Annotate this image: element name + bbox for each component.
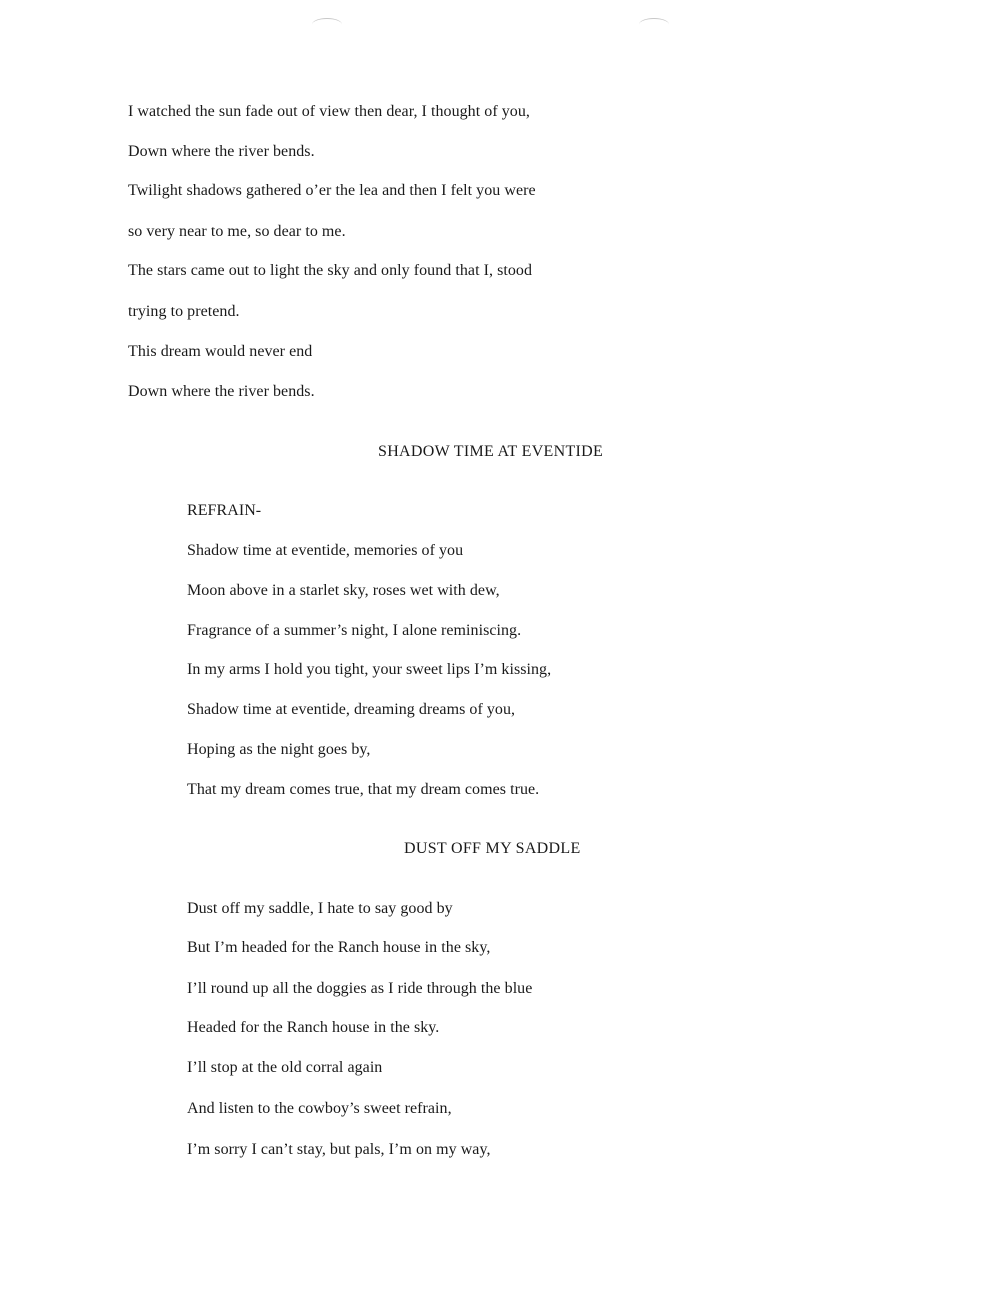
verse-line: This dream would never end: [128, 343, 313, 360]
punch-hole-mark-left: [312, 18, 342, 31]
song-line: Dust off my saddle, I hate to say good by: [187, 900, 453, 917]
song-line: And listen to the cowboy’s sweet refrain,: [187, 1100, 452, 1117]
song-line: But I’m headed for the Ranch house in the sky,: [187, 939, 491, 956]
verse-line: Down where the river bends.: [128, 143, 315, 160]
refrain-line: In my arms I hold you tight, your sweet lips I’m kissing,: [187, 661, 552, 678]
song-line: I’m sorry I can’t stay, but pals, I’m on my way,: [187, 1141, 491, 1158]
refrain-line: Fragrance of a summer’s night, I alone reminiscing.: [187, 622, 522, 639]
refrain-line: Moon above in a starlet sky, roses wet with dew,: [187, 582, 500, 599]
verse-line: so very near to me, so dear to me.: [128, 223, 346, 240]
song-line: Headed for the Ranch house in the sky.: [187, 1019, 440, 1036]
refrain-line: Shadow time at eventide, memories of you: [187, 542, 464, 559]
song-title: SHADOW TIME AT EVENTIDE: [378, 443, 604, 460]
refrain-line: Hoping as the night goes by,: [187, 741, 371, 758]
verse-line: I watched the sun fade out of view then dear, I thought of you,: [128, 103, 530, 120]
song-title: DUST OFF MY SADDLE: [404, 840, 581, 857]
punch-hole-mark-right: [639, 18, 669, 31]
refrain-label: REFRAIN-: [187, 502, 262, 519]
song-line: I’ll round up all the doggies as I ride through the blue: [187, 980, 533, 997]
song-line: I’ll stop at the old corral again: [187, 1059, 383, 1076]
verse-line: The stars came out to light the sky and only found that I, stood: [128, 262, 533, 279]
verse-line: Twilight shadows gathered o’er the lea and then I felt you were: [128, 182, 536, 199]
verse-line: Down where the river bends.: [128, 383, 315, 400]
refrain-line: Shadow time at eventide, dreaming dreams of you,: [187, 701, 516, 718]
refrain-line: That my dream comes true, that my dream comes true.: [187, 781, 540, 798]
verse-line: trying to pretend.: [128, 303, 240, 320]
